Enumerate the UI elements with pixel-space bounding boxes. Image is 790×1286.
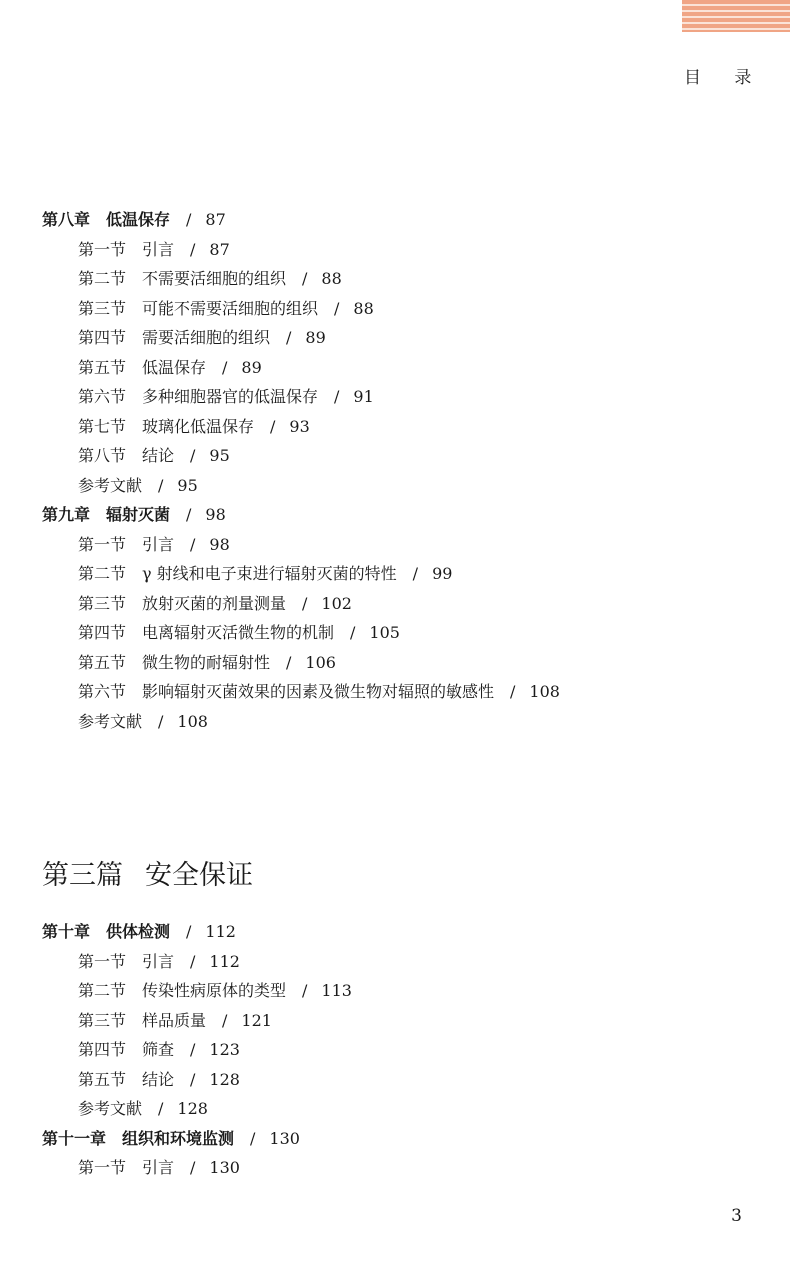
- chapter-label: 第十一章: [42, 1128, 107, 1148]
- section-label: 第六节: [78, 387, 127, 406]
- section-page: 130: [209, 1158, 240, 1177]
- chapter-page: 98: [205, 505, 226, 524]
- separator: /: [190, 1069, 196, 1089]
- separator: /: [222, 357, 228, 377]
- separator: /: [190, 446, 196, 465]
- chapter-label: 第八章: [42, 210, 91, 229]
- separator: /: [190, 951, 196, 971]
- toc-chapter-entry[interactable]: [42, 505, 226, 525]
- toc-section-entry[interactable]: [78, 328, 326, 348]
- section-label: 第五节: [78, 652, 127, 672]
- section-page: 99: [432, 564, 453, 583]
- toc-section-entry[interactable]: [78, 981, 352, 1001]
- separator: /: [302, 269, 308, 288]
- section-title: 结论: [142, 1069, 175, 1089]
- separator: /: [190, 239, 196, 259]
- section-page: 89: [305, 328, 326, 347]
- section-page: 98: [209, 534, 230, 554]
- section-title: 引言: [142, 239, 175, 259]
- separator: /: [186, 922, 192, 941]
- section-title: 低温保存: [142, 357, 207, 377]
- section-label: 第一节: [78, 534, 127, 554]
- separator: /: [158, 1099, 164, 1118]
- separator: /: [286, 328, 292, 347]
- section-title: 影响辐射灭菌效果的因素及微生物对辐照的敏感性: [142, 682, 495, 701]
- toc-section-entry[interactable]: [78, 535, 230, 555]
- toc-section-entry[interactable]: [78, 653, 336, 673]
- section-page: 112: [209, 951, 240, 971]
- section-label: 第三节: [78, 593, 127, 613]
- section-page: 123: [209, 1040, 240, 1059]
- section-page: 108: [177, 711, 208, 731]
- chapter-title: 供体检测: [106, 922, 171, 941]
- section-label: 第六节: [78, 682, 127, 701]
- toc-section-entry[interactable]: [78, 682, 560, 702]
- separator: /: [412, 564, 419, 583]
- section-page: 106: [305, 652, 336, 672]
- section-label: 第四节: [78, 1040, 127, 1059]
- toc-section-entry[interactable]: [78, 269, 342, 289]
- chapter-title: 辐射灭菌: [106, 505, 171, 524]
- section-page: 93: [289, 416, 310, 436]
- section-title: 电离辐射灭活微生物的机制: [142, 623, 335, 642]
- section-page: 121: [241, 1010, 272, 1030]
- section-title: 微生物的耐辐射性: [142, 652, 271, 672]
- chapter-title: 低温保存: [106, 210, 171, 229]
- section-page: 95: [177, 475, 198, 495]
- part-label: 第三篇: [42, 860, 123, 891]
- section-label: 第一节: [78, 1158, 127, 1177]
- separator: /: [302, 593, 308, 613]
- section-title: 引言: [142, 534, 175, 554]
- toc-section-entry[interactable]: [78, 1070, 240, 1090]
- section-label: 第二节: [78, 269, 127, 288]
- section-label: 参考文献: [78, 475, 143, 495]
- toc-section-entry[interactable]: [78, 623, 400, 643]
- separator: /: [222, 1010, 228, 1030]
- section-title: 样品质量: [142, 1010, 207, 1030]
- separator: /: [270, 416, 276, 436]
- toc-section-entry[interactable]: [78, 446, 230, 466]
- section-page: 91: [353, 387, 374, 406]
- section-page: 102: [321, 593, 352, 613]
- part-heading: [42, 856, 253, 896]
- section-label: 第三节: [78, 1010, 127, 1030]
- separator: /: [286, 652, 292, 672]
- part-title: 安全保证: [145, 860, 253, 891]
- toc-chapter-entry[interactable]: [42, 210, 226, 230]
- section-label: 参考文献: [78, 711, 143, 731]
- section-label: 第四节: [78, 623, 127, 642]
- section-label: 第二节: [78, 564, 127, 583]
- toc-section-entry[interactable]: [78, 1011, 272, 1031]
- chapter-label: 第九章: [42, 505, 91, 524]
- section-label: 第二节: [78, 981, 127, 1000]
- section-label: 第四节: [78, 328, 127, 347]
- toc-section-entry[interactable]: [78, 1158, 240, 1178]
- section-title: 可能不需要活细胞的组织: [142, 298, 319, 318]
- separator: /: [350, 623, 356, 642]
- section-title: 引言: [142, 951, 175, 971]
- section-title: 不需要活细胞的组织: [142, 269, 287, 288]
- section-label: 第三节: [78, 298, 127, 318]
- section-title: 引言: [142, 1158, 175, 1177]
- separator: /: [334, 298, 340, 318]
- separator: /: [186, 505, 192, 524]
- toc-section-entry[interactable]: [78, 712, 208, 732]
- chapter-title: 组织和环境监测: [122, 1128, 235, 1148]
- section-page: 128: [177, 1099, 208, 1118]
- toc-section-entry[interactable]: [78, 240, 230, 260]
- page-number: 3: [731, 1206, 742, 1226]
- toc-section-entry[interactable]: [78, 476, 198, 496]
- section-page: 95: [209, 446, 230, 465]
- chapter-page: 87: [205, 210, 226, 229]
- separator: /: [302, 981, 308, 1000]
- section-page: 88: [321, 269, 342, 288]
- section-label: 参考文献: [78, 1099, 143, 1118]
- toc-section-entry[interactable]: [78, 1099, 208, 1119]
- section-label: 第五节: [78, 1069, 127, 1089]
- chapter-page: 112: [205, 922, 236, 941]
- running-title: 目 录: [684, 68, 766, 88]
- section-title: 结论: [142, 446, 175, 465]
- section-label: 第一节: [78, 951, 127, 971]
- separator: /: [190, 1158, 196, 1177]
- toc-chapter-entry[interactable]: [42, 1129, 300, 1149]
- section-page: 89: [241, 357, 262, 377]
- section-title: 多种细胞器官的低温保存: [142, 387, 319, 406]
- section-title: 筛查: [142, 1040, 175, 1059]
- header-stripe-decoration: [682, 0, 790, 32]
- toc-section-entry[interactable]: [78, 952, 240, 972]
- toc-section-entry[interactable]: [78, 387, 374, 407]
- toc-section-entry[interactable]: [78, 417, 310, 437]
- section-page: 108: [529, 682, 560, 701]
- separator: /: [158, 711, 164, 731]
- separator: /: [510, 682, 516, 701]
- toc-section-entry[interactable]: [78, 358, 262, 378]
- separator: /: [250, 1128, 256, 1148]
- toc-section-entry[interactable]: [78, 299, 374, 319]
- chapter-label: 第十章: [42, 922, 91, 941]
- separator: /: [190, 1040, 196, 1059]
- section-title: 放射灭菌的剂量测量: [142, 593, 287, 613]
- separator: /: [158, 475, 164, 495]
- section-title: 传染性病原体的类型: [142, 981, 287, 1000]
- section-title: 需要活细胞的组织: [142, 328, 271, 347]
- chapter-page: 130: [269, 1128, 300, 1148]
- separator: /: [186, 210, 192, 229]
- toc-section-entry[interactable]: [78, 1040, 240, 1060]
- section-label: 第七节: [78, 416, 127, 436]
- separator: /: [334, 387, 340, 406]
- section-page: 87: [209, 239, 230, 259]
- section-page: 113: [321, 981, 352, 1000]
- section-label: 第五节: [78, 357, 127, 377]
- section-title: γ 射线和电子束进行辐射灭菌的特性: [142, 564, 397, 583]
- section-page: 105: [369, 623, 400, 642]
- section-label: 第一节: [78, 239, 127, 259]
- toc-section-entry[interactable]: [78, 594, 352, 614]
- section-page: 88: [353, 298, 374, 318]
- separator: /: [190, 534, 196, 554]
- section-page: 128: [209, 1069, 240, 1089]
- toc-chapter-entry[interactable]: [42, 922, 236, 942]
- section-title: 玻璃化低温保存: [142, 416, 255, 436]
- toc-section-entry[interactable]: [78, 564, 452, 584]
- section-label: 第八节: [78, 446, 127, 465]
